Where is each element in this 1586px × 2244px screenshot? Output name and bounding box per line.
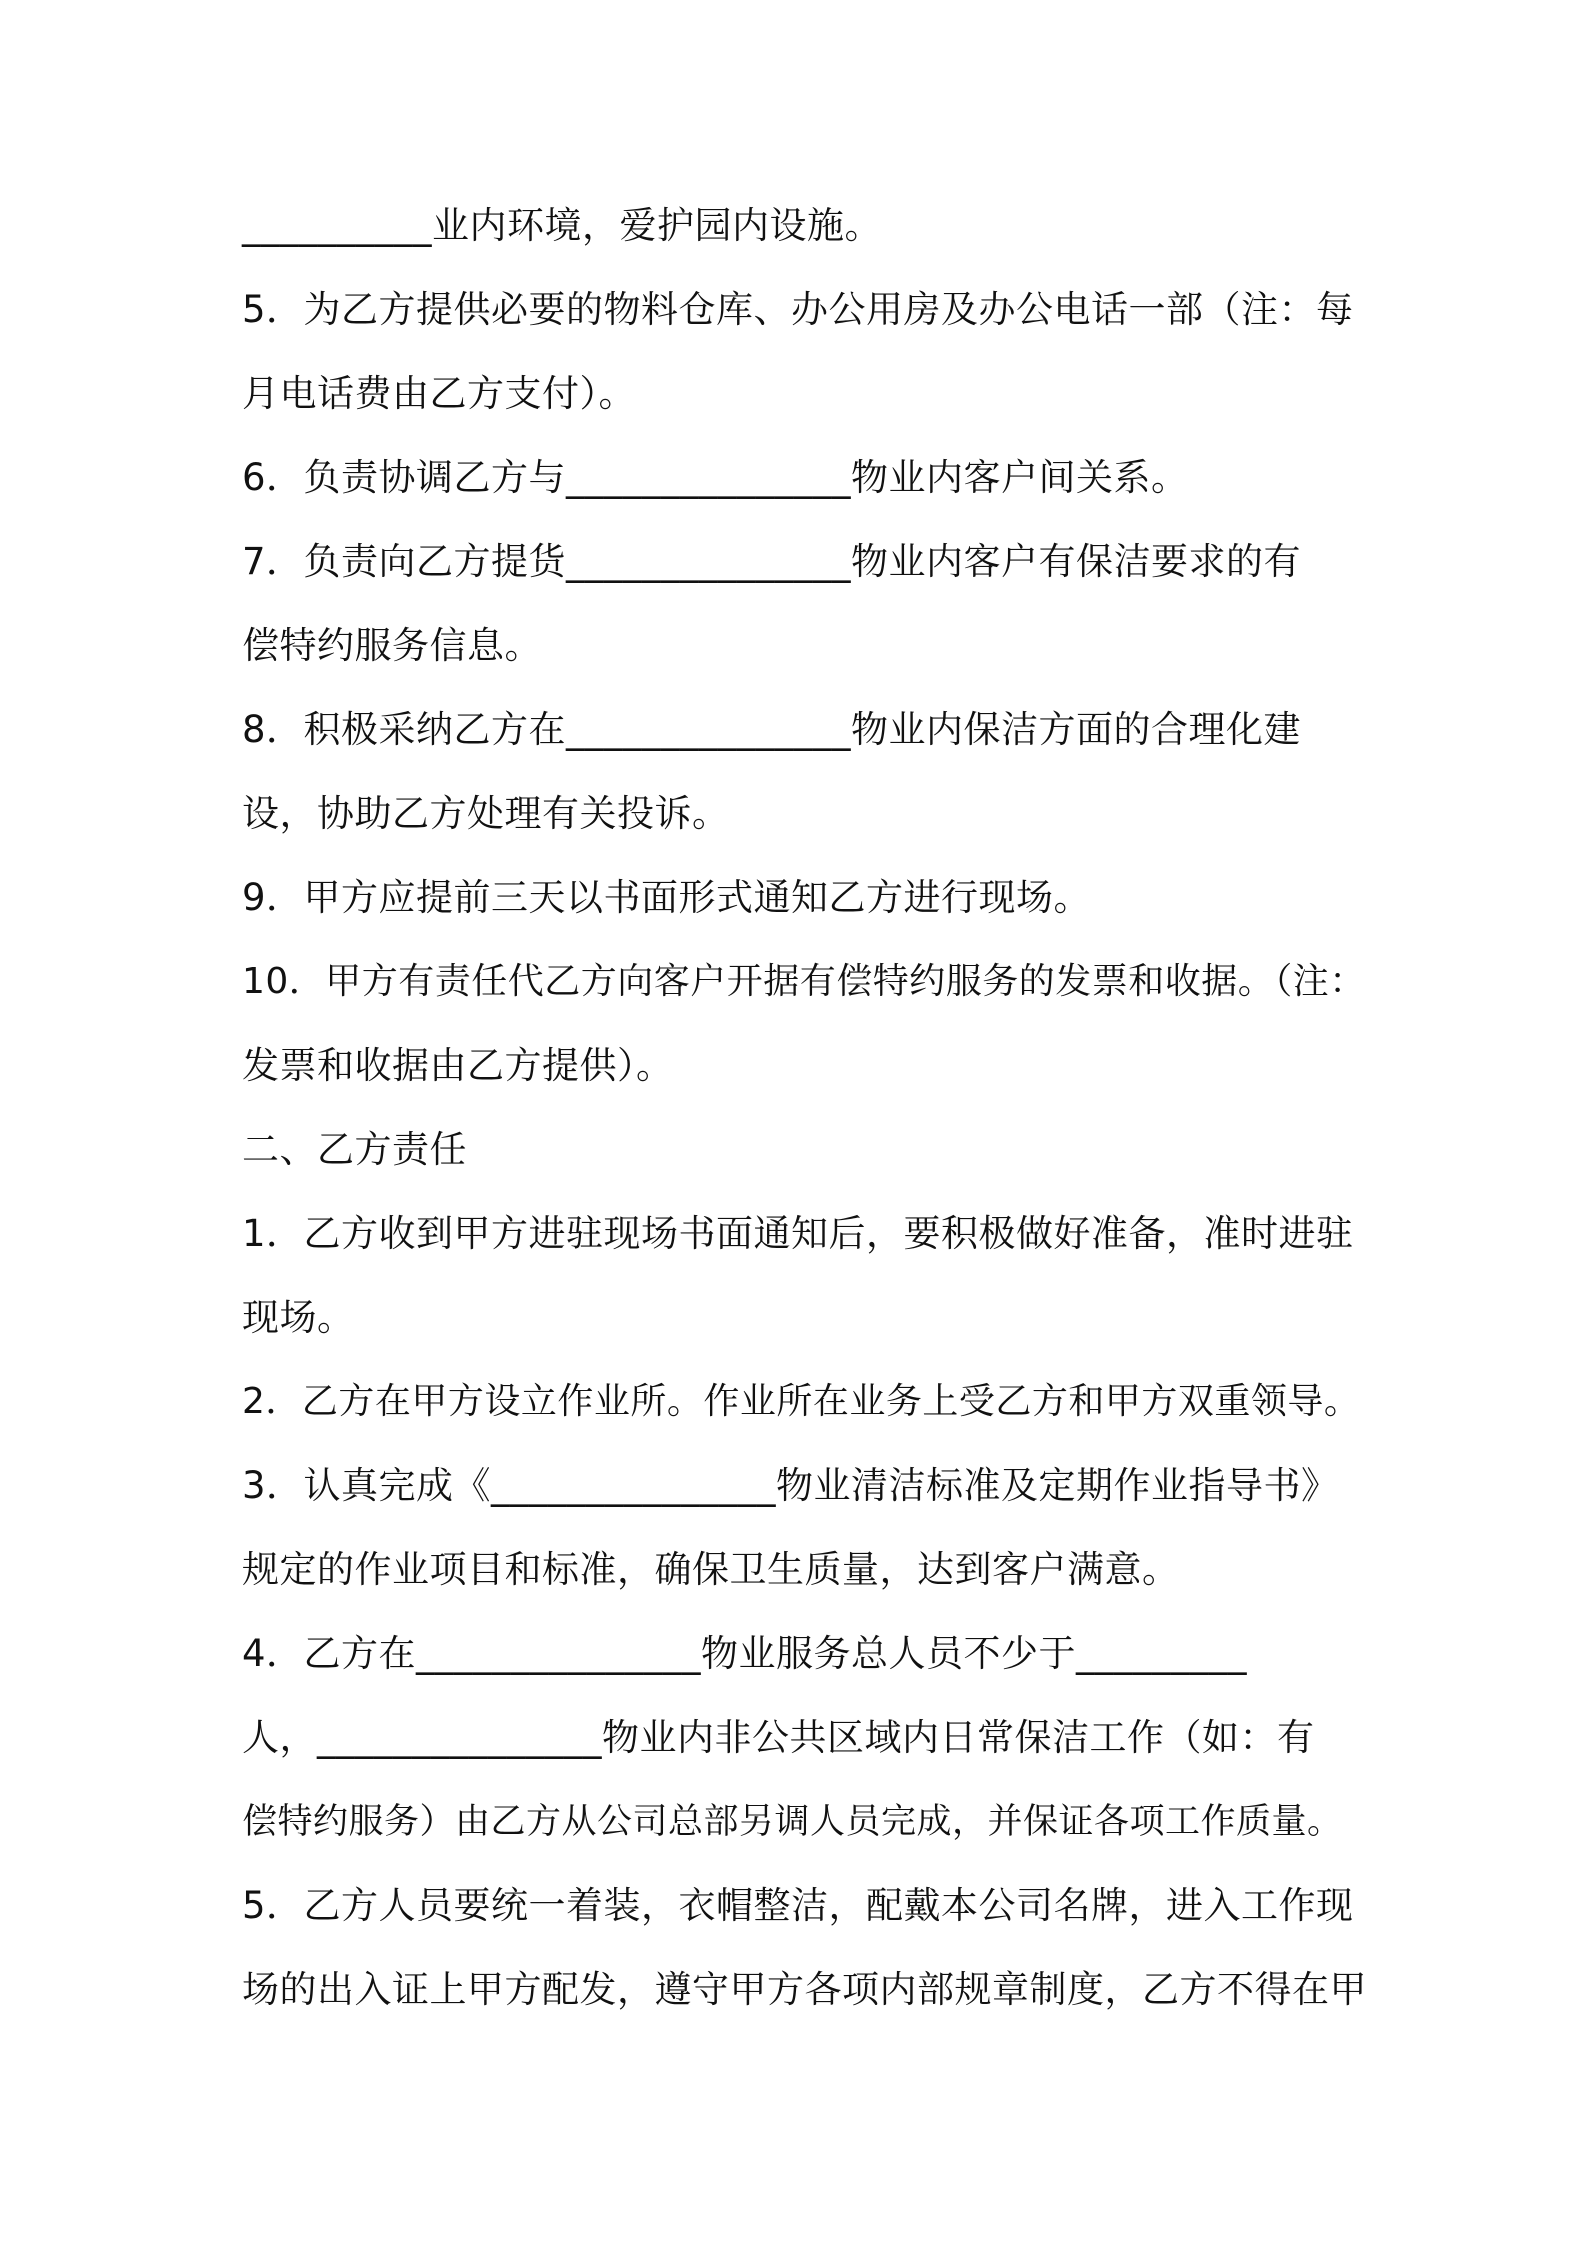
text-line: 5．为乙方提供必要的物料仓库、办公用房及办公电话一部（注：每 xyxy=(242,288,1354,331)
text-line: 偿特约服务信息。 xyxy=(242,624,542,667)
text-line: 3．认真完成《_______________物业清洁标准及定期作业指导书》 xyxy=(242,1464,1339,1507)
text-line: __________业内环境，爱护园内设施。 xyxy=(242,204,882,247)
text-line: 场的出入证上甲方配发，遵守甲方各项内部规章制度，乙方不得在甲 xyxy=(242,1968,1367,2011)
text-line: 偿特约服务）由乙方从公司总部另调人员完成，并保证各项工作质量。 xyxy=(242,1802,1343,1842)
text-line: 规定的作业项目和标准，确保卫生质量，达到客户满意。 xyxy=(242,1548,1180,1591)
text-line: 9．甲方应提前三天以书面形式通知乙方进行现场。 xyxy=(242,876,1092,919)
text-line: 5．乙方人员要统一着装，衣帽整洁，配戴本公司名牌，进入工作现 xyxy=(242,1884,1354,1927)
text-line: 月电话费由乙方支付）。 xyxy=(242,372,636,415)
section-heading: 二、乙方责任 xyxy=(242,1128,467,1171)
text-line: 设，协助乙方处理有关投诉。 xyxy=(242,792,730,835)
text-line: 8．积极采纳乙方在_______________物业内保洁方面的合理化建 xyxy=(242,708,1302,751)
text-line: 10．甲方有责任代乙方向客户开据有偿特约服务的发票和收据。（注： xyxy=(242,961,1366,1002)
text-line: 6．负责协调乙方与_______________物业内客户间关系。 xyxy=(242,456,1189,499)
text-line: 发票和收据由乙方提供）。 xyxy=(242,1044,674,1087)
text-line: 4．乙方在_______________物业服务总人员不少于_________ xyxy=(242,1632,1248,1675)
text-line: 2．乙方在甲方设立作业所。作业所在业务上受乙方和甲方双重领导。 xyxy=(242,1381,1361,1422)
text-line: 现场。 xyxy=(242,1296,355,1339)
text-line: 1．乙方收到甲方进驻现场书面通知后，要积极做好准备，准时进驻 xyxy=(242,1212,1354,1255)
text-line: 人，_______________物业内非公共区域内日常保洁工作（如：有 xyxy=(242,1716,1315,1759)
text-line: 7．负责向乙方提货_______________物业内客户有保洁要求的有 xyxy=(242,540,1302,583)
